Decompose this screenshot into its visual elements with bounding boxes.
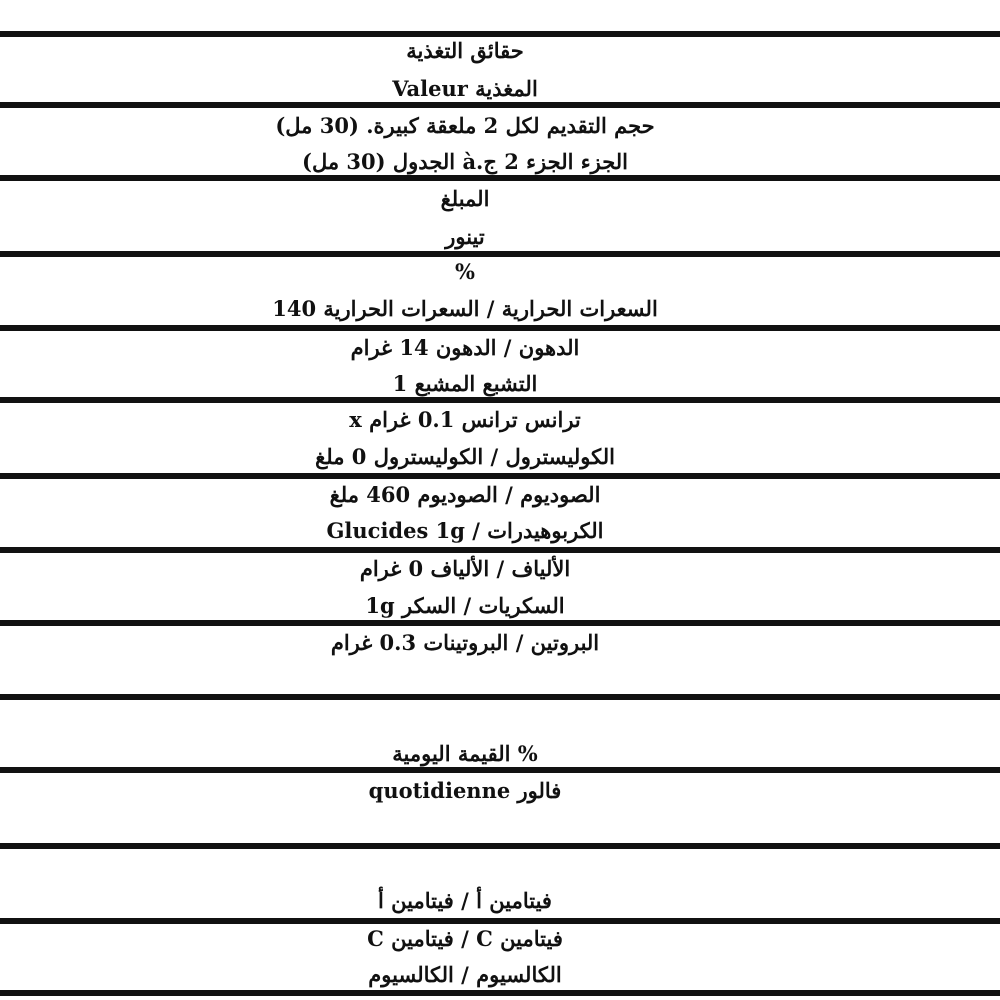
calcium-row: الكالسيوم / الكالسيوم: [368, 962, 562, 987]
fibre-row: الألياف / الألياف 0 غرام: [359, 556, 571, 581]
sugars-row: السكريات / السكر 1g: [365, 593, 565, 618]
vitamin-a-row: فيتامين أ / فيتامين أ: [378, 888, 552, 913]
amount-heading-arabic: المبلغ: [440, 186, 490, 211]
divider: [0, 397, 1000, 403]
saturated-fat-row: التشبع المشبع 1: [392, 371, 538, 396]
amount-heading-french: تينور: [445, 224, 485, 249]
protein-row: البروتين / البروتينات 0.3 غرام: [330, 630, 600, 655]
divider: [0, 843, 1000, 849]
percent-sign: %: [455, 259, 475, 284]
fat-row: الدهون / الدهون 14 غرام: [350, 335, 580, 360]
divider: [0, 620, 1000, 626]
serving-size-french: الجزء الجزء 2 ج.à الجدول (30 مل): [302, 149, 628, 174]
title-french: Valeur المغذية: [392, 76, 538, 101]
title-arabic: حقائق التغذية: [406, 38, 524, 63]
divider: [0, 767, 1000, 773]
vitamin-c-row: فيتامين C / فيتامين C: [367, 926, 563, 951]
divider: [0, 102, 1000, 108]
divider: [0, 473, 1000, 479]
sodium-row: الصوديوم / الصوديوم 460 ملغ: [329, 482, 601, 507]
divider: [0, 990, 1000, 996]
daily-value-heading-arabic: % القيمة اليومية: [392, 741, 538, 766]
carbohydrate-row: الكربوهيدرات / Glucides 1g: [326, 518, 604, 543]
serving-size-arabic: حجم التقديم لكل 2 ملعقة كبيرة. (30 مل): [275, 113, 655, 138]
divider: [0, 251, 1000, 257]
divider: [0, 31, 1000, 37]
daily-value-heading-french: فالور quotidienne: [368, 778, 562, 803]
divider: [0, 547, 1000, 553]
divider: [0, 175, 1000, 181]
divider: [0, 325, 1000, 331]
trans-fat-row: x ترانس ترانس 0.1 غرام: [349, 407, 581, 432]
divider: [0, 694, 1000, 700]
calories-row: السعرات الحرارية / السعرات الحرارية 140: [272, 296, 658, 321]
divider: [0, 918, 1000, 924]
cholesterol-row: الكوليسترول / الكوليسترول 0 ملغ: [315, 444, 615, 469]
